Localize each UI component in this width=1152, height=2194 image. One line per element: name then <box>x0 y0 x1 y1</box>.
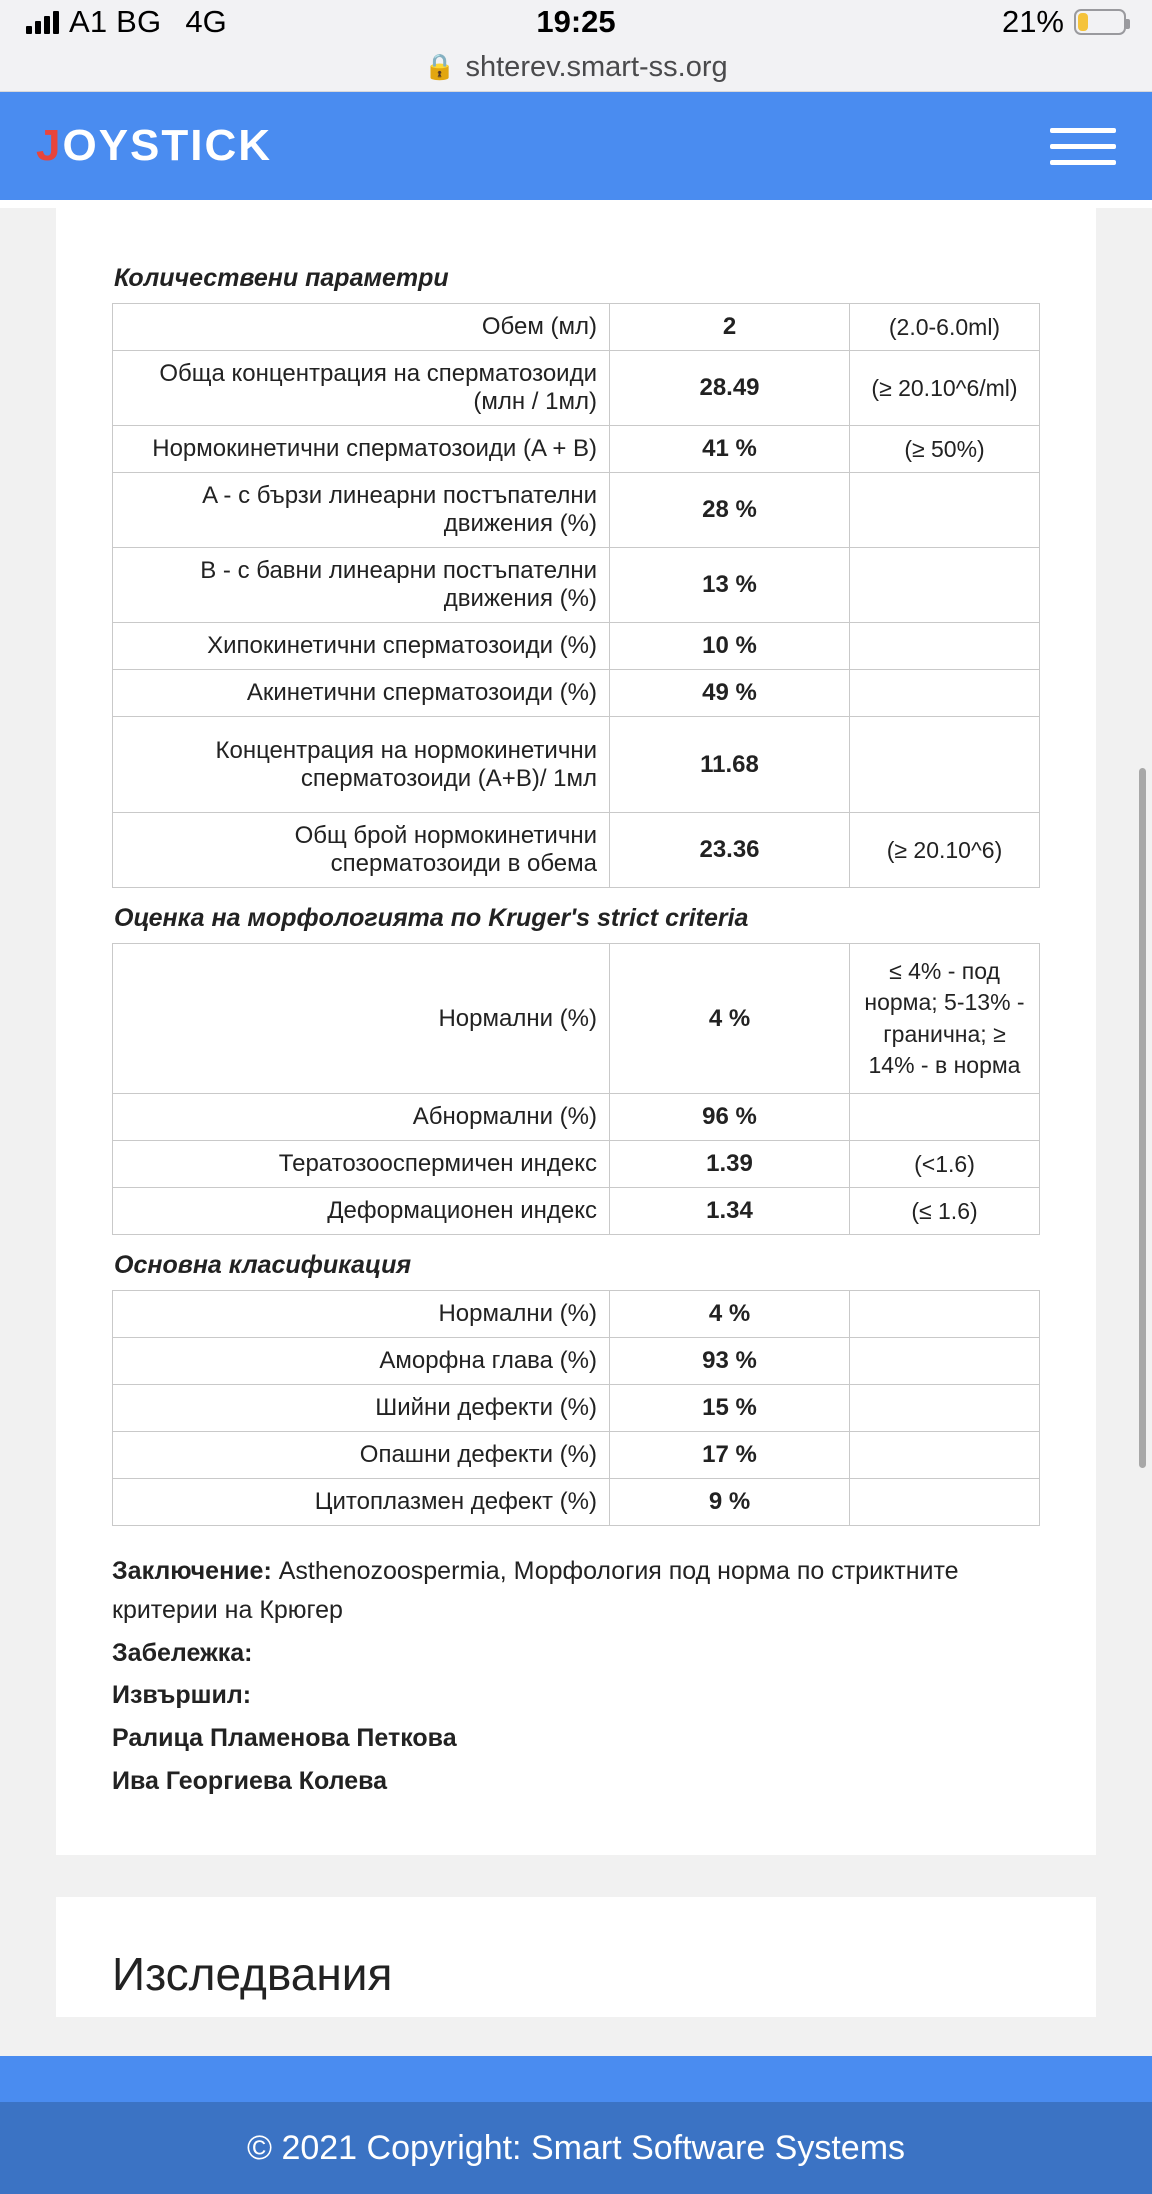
table-row <box>113 304 1040 351</box>
table-row <box>113 1338 1040 1385</box>
conclusion-text: Asthenozoospermia, Морфология под норма по стриктните критерии на Крюгер <box>112 1557 959 1624</box>
row-label: Тератозооспермичен индекс <box>113 1141 610 1188</box>
report-notes <box>112 1552 1040 1801</box>
table-row <box>113 717 1040 813</box>
performer-name: Ралица Пламенова Петкова <box>112 1724 457 1752</box>
table-row <box>113 1141 1040 1188</box>
row-reference: (≤ 1.6) <box>850 1188 1040 1235</box>
row-reference <box>850 1385 1040 1432</box>
table-basic-classification <box>112 1290 1040 1526</box>
conclusion-row <box>112 1552 1040 1630</box>
row-reference <box>850 717 1040 813</box>
row-label: B - с бавни линеарни постъпателни движения (%) <box>113 548 610 623</box>
section-title-quantitative: Количествени параметри <box>114 264 449 292</box>
performer-name: Ива Георгиева Колева <box>112 1766 388 1795</box>
conclusion-label: Заключение: <box>112 1557 272 1585</box>
table-row <box>113 1385 1040 1432</box>
network-type-label: 4G <box>185 4 227 39</box>
row-value: 4 % <box>610 1291 850 1338</box>
row-label: Нормокинетични спермaтозоиди (A + B) <box>113 426 610 473</box>
row-reference <box>850 670 1040 717</box>
row-label: Опашни дефекти (%) <box>113 1432 610 1479</box>
studies-card <box>56 1897 1096 2017</box>
row-label: Обем (мл) <box>113 304 610 351</box>
row-value: 11.68 <box>610 717 850 813</box>
row-value: 93 % <box>610 1338 850 1385</box>
table-row <box>113 548 1040 623</box>
brand-logo-initial: J <box>36 121 63 170</box>
studies-title: Изследвания <box>112 1947 393 2000</box>
row-label: Концентрация на нормокинетични спермaтозоиди (A+B)/ 1мл <box>113 717 610 813</box>
row-reference: (2.0-6.0ml) <box>850 304 1040 351</box>
table-row <box>113 473 1040 548</box>
row-reference: (≥ 20.10^6/ml) <box>850 351 1040 426</box>
row-reference: (≥ 20.10^6) <box>850 813 1040 888</box>
battery-icon <box>1074 9 1126 35</box>
url-text: shterev.smart-ss.org <box>465 51 728 83</box>
footer <box>0 2102 1152 2194</box>
row-value: 1.39 <box>610 1141 850 1188</box>
row-label: Общ брой нормокинетични спермaтозоиди в обема <box>113 813 610 888</box>
section-title-morphology: Оценка на морфологията по Kruger's strict criteria <box>114 904 749 932</box>
row-value: 9 % <box>610 1479 850 1526</box>
table-row <box>113 1432 1040 1479</box>
table-row <box>113 1094 1040 1141</box>
row-label: Акинетични спермaтозоиди (%) <box>113 670 610 717</box>
row-reference <box>850 1338 1040 1385</box>
row-value: 28.49 <box>610 351 850 426</box>
row-value: 49 % <box>610 670 850 717</box>
row-label: A - с бързи линеарни постъпателни движения (%) <box>113 473 610 548</box>
row-value: 10 % <box>610 623 850 670</box>
row-label: Шийни дефекти (%) <box>113 1385 610 1432</box>
row-value: 96 % <box>610 1094 850 1141</box>
brand-logo[interactable] <box>36 121 272 171</box>
row-reference: (≥ 50%) <box>850 426 1040 473</box>
table-quantitative-parameters <box>112 303 1040 888</box>
row-value: 1.34 <box>610 1188 850 1235</box>
row-value: 4 % <box>610 944 850 1094</box>
table-row <box>113 351 1040 426</box>
row-reference <box>850 1432 1040 1479</box>
row-value: 23.36 <box>610 813 850 888</box>
report-card <box>56 208 1096 1855</box>
carrier-label: A1 BG <box>69 4 162 39</box>
clock-label: 19:25 <box>536 4 616 39</box>
table-row <box>113 813 1040 888</box>
table-morphology-kruger <box>112 943 1040 1235</box>
row-value: 28 % <box>610 473 850 548</box>
row-reference <box>850 1291 1040 1338</box>
row-reference <box>850 623 1040 670</box>
row-label: Аморфна глава (%) <box>113 1338 610 1385</box>
copyright-text: © 2021 Copyright: Smart Software Systems <box>246 2128 906 2167</box>
brand-logo-rest: OYSTICK <box>62 121 273 170</box>
performed-label: Извършил: <box>112 1681 252 1710</box>
section-title-classification: Основна класификация <box>114 1251 412 1279</box>
row-label: Обща концентрация на спермaтозоиди (млн / 1мл) <box>113 351 610 426</box>
table-row <box>113 944 1040 1094</box>
row-label: Нормални (%) <box>113 1291 610 1338</box>
battery-percent-label: 21% <box>1001 4 1064 39</box>
table-row <box>113 1291 1040 1338</box>
row-reference <box>850 473 1040 548</box>
note-row <box>112 1634 1040 1673</box>
row-reference <box>850 1094 1040 1141</box>
row-reference <box>850 548 1040 623</box>
browser-address-bar[interactable] <box>0 44 1152 92</box>
row-reference <box>850 1479 1040 1526</box>
table-row <box>113 1188 1040 1235</box>
row-label: Хипокинетични спермaтозоиди (%) <box>113 623 610 670</box>
row-reference: ≤ 4% - под норма; 5-13% - гранична; ≥ 14% - в норма <box>850 944 1040 1094</box>
app-header <box>0 92 1152 200</box>
status-bar <box>0 0 1152 44</box>
row-value: 41 % <box>610 426 850 473</box>
hamburger-menu-icon[interactable] <box>1050 128 1116 165</box>
table-row <box>113 426 1040 473</box>
row-value: 13 % <box>610 548 850 623</box>
footer-accent-strip <box>0 2056 1152 2102</box>
row-label: Деформационен индекс <box>113 1188 610 1235</box>
table-row <box>113 670 1040 717</box>
page-scroll-area[interactable] <box>0 208 1152 2056</box>
note-label: Забележка: <box>112 1638 253 1667</box>
row-value: 2 <box>610 304 850 351</box>
row-value: 15 % <box>610 1385 850 1432</box>
performed-row <box>112 1676 1040 1715</box>
vertical-scrollbar[interactable] <box>1139 768 1146 1468</box>
table-row <box>113 623 1040 670</box>
table-row <box>113 1479 1040 1526</box>
row-label: Цитоплазмен дефект (%) <box>113 1479 610 1526</box>
row-reference: (<1.6) <box>850 1141 1040 1188</box>
row-label: Нормални (%) <box>113 944 610 1094</box>
row-label: Абнормални (%) <box>113 1094 610 1141</box>
lock-icon: 🔒 <box>424 53 456 81</box>
row-value: 17 % <box>610 1432 850 1479</box>
